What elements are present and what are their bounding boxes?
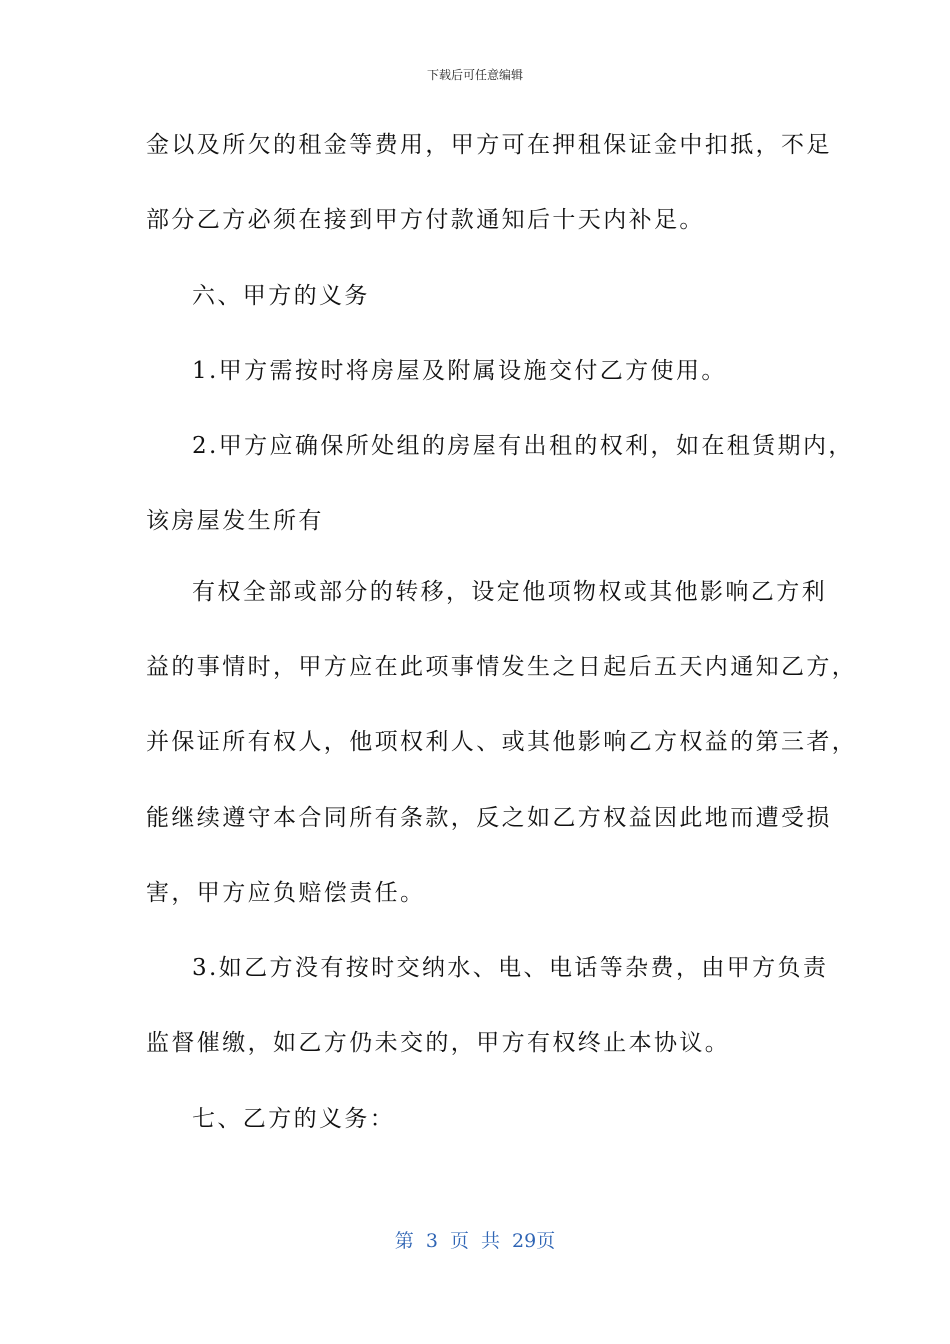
text-line: 该房屋发生所有 <box>146 508 324 534</box>
text-line: 益的事情时，甲方应在此项事情发生之日起后五天内通知乙方， <box>146 654 858 680</box>
text-line: 能继续遵守本合同所有条款，反之如乙方权益因此地而遭受损 <box>146 805 832 831</box>
text-line: 并保证所有权人，他项权利人、或其他影响乙方权益的第三者， <box>146 729 858 755</box>
text-line: 部分乙方必须在接到甲方付款通知后十天内补足。 <box>146 207 705 233</box>
page-header: 下载后可任意编辑 <box>426 68 523 82</box>
text-line: 监督催缴，如乙方仍未交的，甲方有权终止本协议。 <box>146 1030 731 1056</box>
text-line: 害，甲方应负赔偿责任。 <box>146 880 426 906</box>
page-footer: 第 3 页 共 29页 <box>394 1230 556 1252</box>
text-line: 金以及所欠的租金等费用，甲方可在押租保证金中扣抵，不足 <box>146 132 832 158</box>
text-line: 有权全部或部分的转移，设定他项物权或其他影响乙方利 <box>192 579 827 605</box>
text-line: 2.甲方应确保所处组的房屋有出租的权利，如在租赁期内， <box>192 433 854 459</box>
text-line: 3.如乙方没有按时交纳水、电、电话等杂费，由甲方负责 <box>192 955 829 981</box>
section-heading-6: 六、甲方的义务 <box>192 283 370 309</box>
section-heading-7: 七、乙方的义务： <box>192 1106 396 1132</box>
text-line: 1.甲方需按时将房屋及附属设施交付乙方使用。 <box>192 358 727 384</box>
